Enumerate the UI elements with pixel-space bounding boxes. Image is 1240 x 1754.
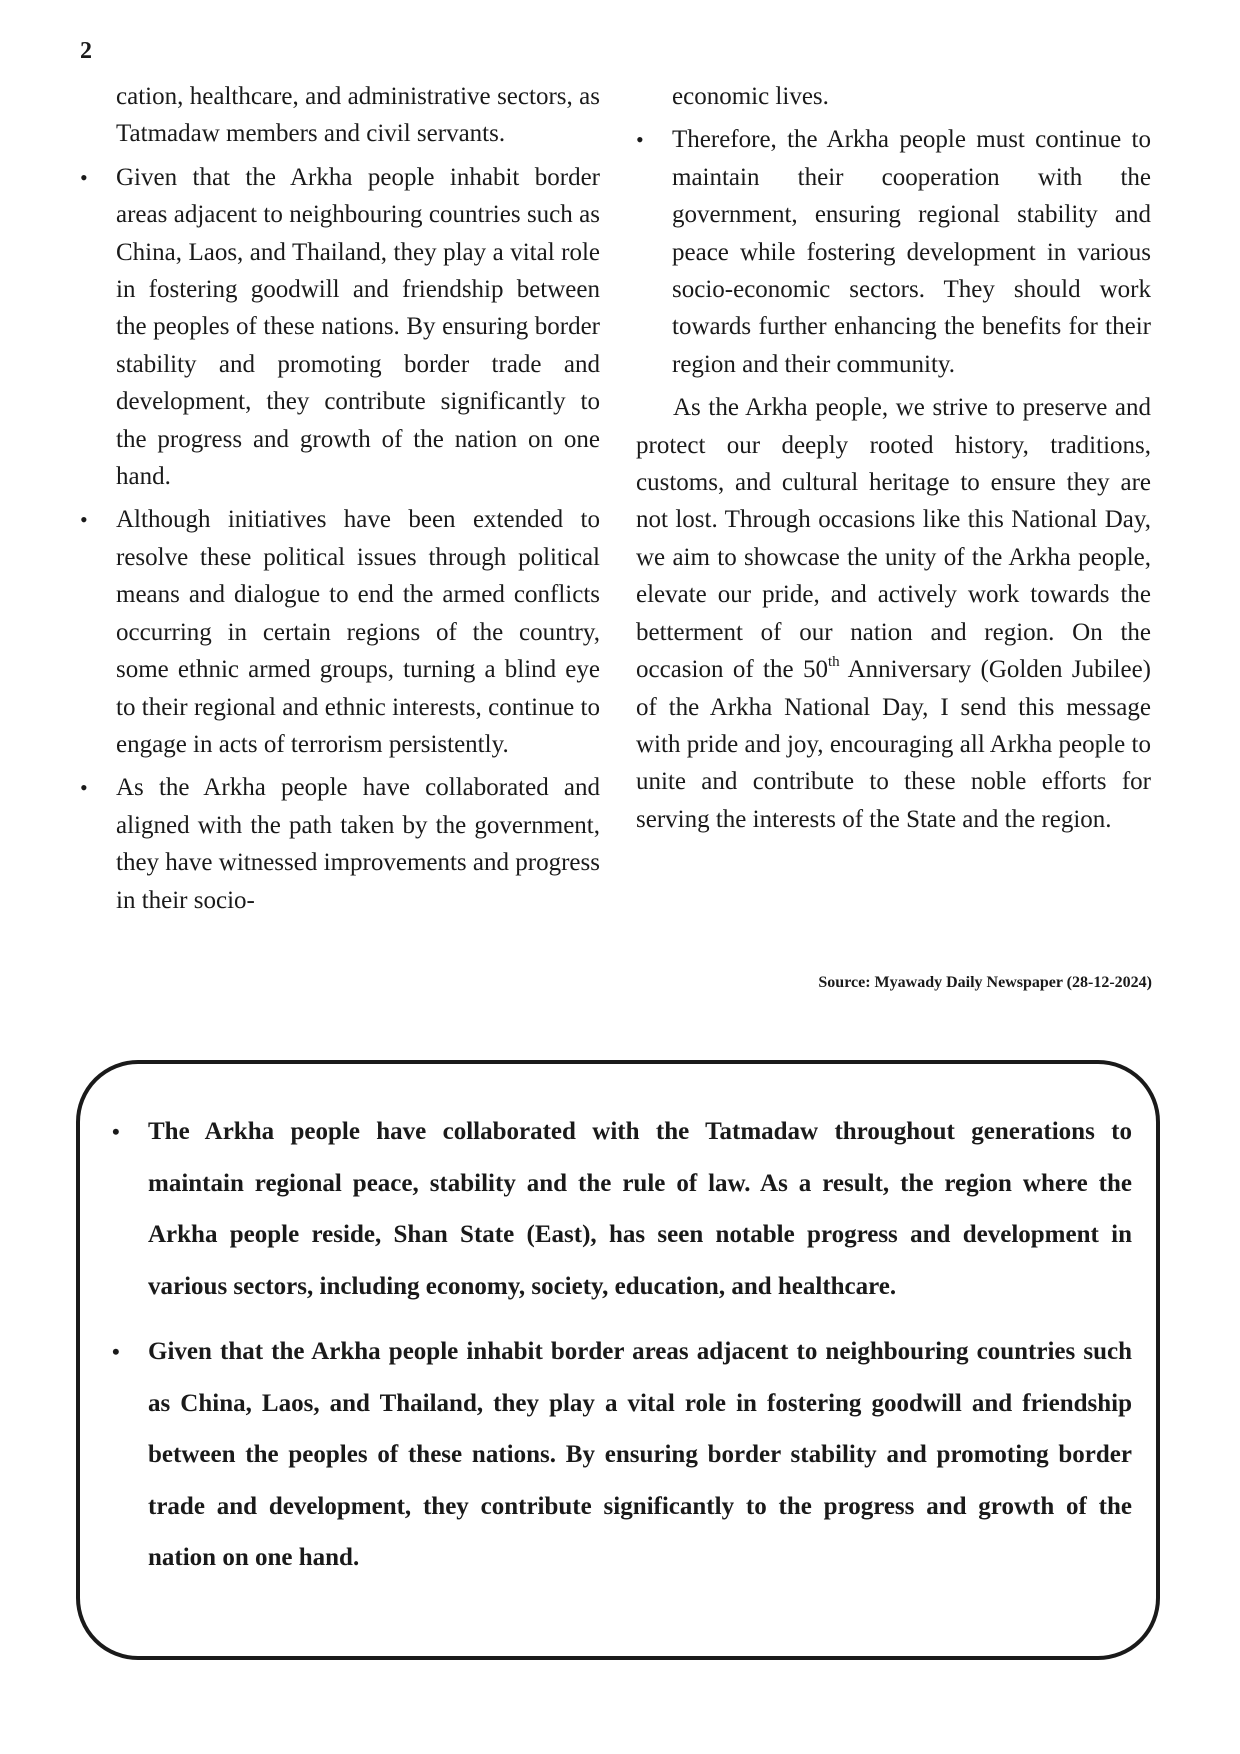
summary-bullet-list	[148, 1106, 1132, 1598]
summary-box	[76, 1060, 1160, 1660]
left-column	[116, 78, 600, 925]
continuation-text: cation, healthcare, and administrative sectors, as Tatmadaw members and civil servants.	[116, 83, 600, 148]
closing-paragraph	[636, 389, 1151, 838]
bullet-list	[672, 121, 1151, 383]
bullet-item: • Given that the Arkha people inhabit border areas adjacent to neighbouring countries such as China, Laos, and Thailand, they play a vital role in fostering goodwill and friendship between the peoples of these nations. By ensuring border stability and promoting border trade and development, they contribute significantly to the progress and growth of the nation on one hand.	[116, 159, 600, 496]
summary-bullet-item: • The Arkha people have collaborated with the Tatmadaw throughout generations to maintain regional peace, stability and the rule of law. As a result, the region where the Arkha people reside, Shan State (East), has seen notable progress and development in various sectors, including economy, society, education, and healthcare.	[148, 1106, 1132, 1312]
right-column	[636, 78, 1151, 838]
ordinal-suffix: th	[827, 654, 840, 671]
bullet-item: • As the Arkha people have collaborated and aligned with the path taken by the government, they have witnessed improvements and progress in their socio-	[116, 769, 600, 919]
bullet-list	[116, 159, 600, 919]
closing-paragraph-part2: Anniversary (Golden Jubilee) of the Arkha National Day, I send this message with pride and joy, encouraging all Arkha people to unite and contribute to these noble efforts for serving the interests of the State and the region.	[636, 656, 1151, 833]
bullet-item: • Therefore, the Arkha people must continue to maintain their cooperation with the government, ensuring regional stability and peace while fostering development in various socio-economic sectors. They should work towards further enhancing the benefits for their region and their community.	[672, 121, 1151, 383]
summary-bullet-item: • Given that the Arkha people inhabit border areas adjacent to neighbouring countries such as China, Laos, and Thailand, they play a vital role in fostering goodwill and friendship between the peoples of these nations. By ensuring border stability and promoting border trade and development, they contribute significantly to the progress and growth of the nation on one hand.	[148, 1326, 1132, 1584]
source-citation: Source: Myawady Daily Newspaper (28-12-2024)	[818, 974, 1152, 991]
bullet-item: • Although initiatives have been extended to resolve these political issues through political means and dialogue to end the armed conflicts occurring in certain regions of the country, some ethnic armed groups, turning a blind eye to their regional and ethnic interests, continue to engage in acts of terrorism persistently.	[116, 501, 600, 763]
page-number: 2	[80, 38, 92, 64]
continuation-text: economic lives.	[672, 83, 829, 110]
closing-paragraph-part1: As the Arkha people, we strive to preserve and protect our deeply rooted history, traditions, customs, and cultural heritage to ensure they are not lost. Through occasions like this National Day, we aim to showcase the unity of the Arkha people, elevate our pride, and actively work towards the betterment of our nation and region. On the occasion of the 50	[636, 394, 1151, 684]
